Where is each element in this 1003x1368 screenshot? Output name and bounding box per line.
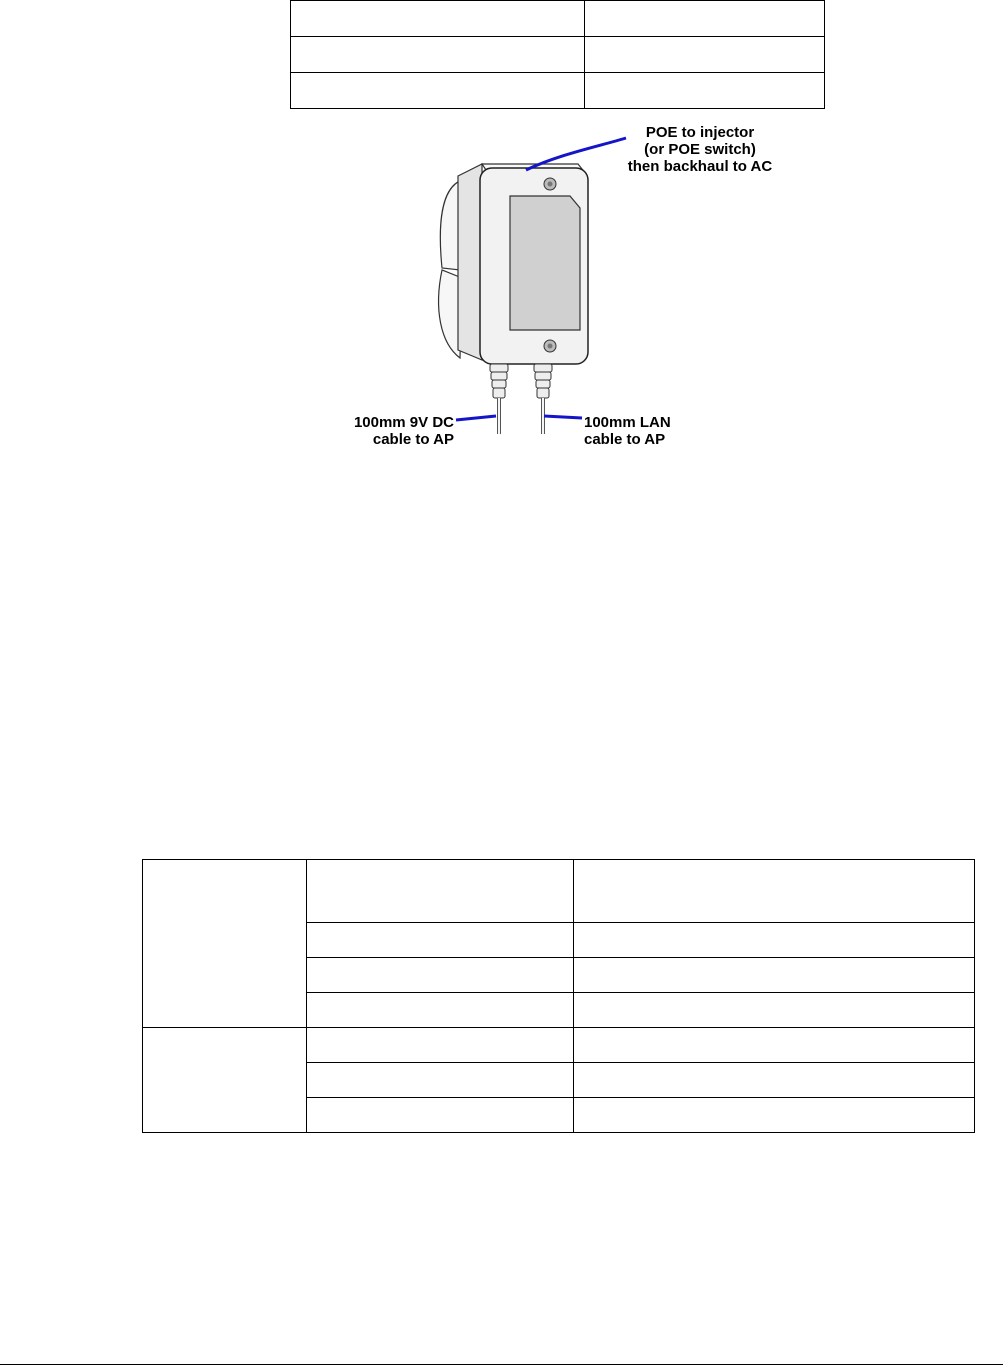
bottom-table <box>142 859 975 1133</box>
table-cell <box>585 73 825 109</box>
group-label-cell <box>143 860 307 1028</box>
table-cell <box>291 73 585 109</box>
footer-rule <box>0 1364 1003 1365</box>
callout-line: then backhaul to AC <box>627 158 773 175</box>
table-cell <box>585 1 825 37</box>
table-cell <box>307 958 574 993</box>
dc-cable-callout <box>330 414 454 448</box>
table-cell <box>574 958 975 993</box>
poe-splitter-figure <box>330 118 790 458</box>
callout-line: 100mm 9V DC <box>353 414 454 431</box>
table-cell <box>574 923 975 958</box>
table-cell <box>574 1098 975 1133</box>
table-cell <box>291 1 585 37</box>
callout-line: cable to AP <box>584 431 666 448</box>
table-row <box>143 860 975 923</box>
table-cell <box>574 1028 975 1063</box>
table-cell <box>574 1063 975 1098</box>
callout-line: cable to AP <box>372 431 454 448</box>
table-cell <box>585 37 825 73</box>
table-cell <box>307 1028 574 1063</box>
callout-line: (or POE switch) <box>644 141 756 158</box>
table-cell <box>307 1063 574 1098</box>
table-cell <box>574 993 975 1028</box>
table-cell <box>291 37 585 73</box>
poe-callout <box>610 124 790 175</box>
callout-line: POE to injector <box>645 124 755 141</box>
group-label-cell <box>143 1028 307 1133</box>
lan-cable-callout <box>584 414 671 448</box>
table-cell <box>574 860 975 923</box>
table-row <box>291 37 825 73</box>
top-table <box>290 0 825 109</box>
table-row <box>143 1028 975 1063</box>
table-row <box>291 73 825 109</box>
table-cell <box>307 923 574 958</box>
callout-line: 100mm LAN <box>584 414 671 431</box>
table-cell <box>307 993 574 1028</box>
table-cell <box>307 1098 574 1133</box>
table-cell <box>307 860 574 923</box>
table-row <box>291 1 825 37</box>
